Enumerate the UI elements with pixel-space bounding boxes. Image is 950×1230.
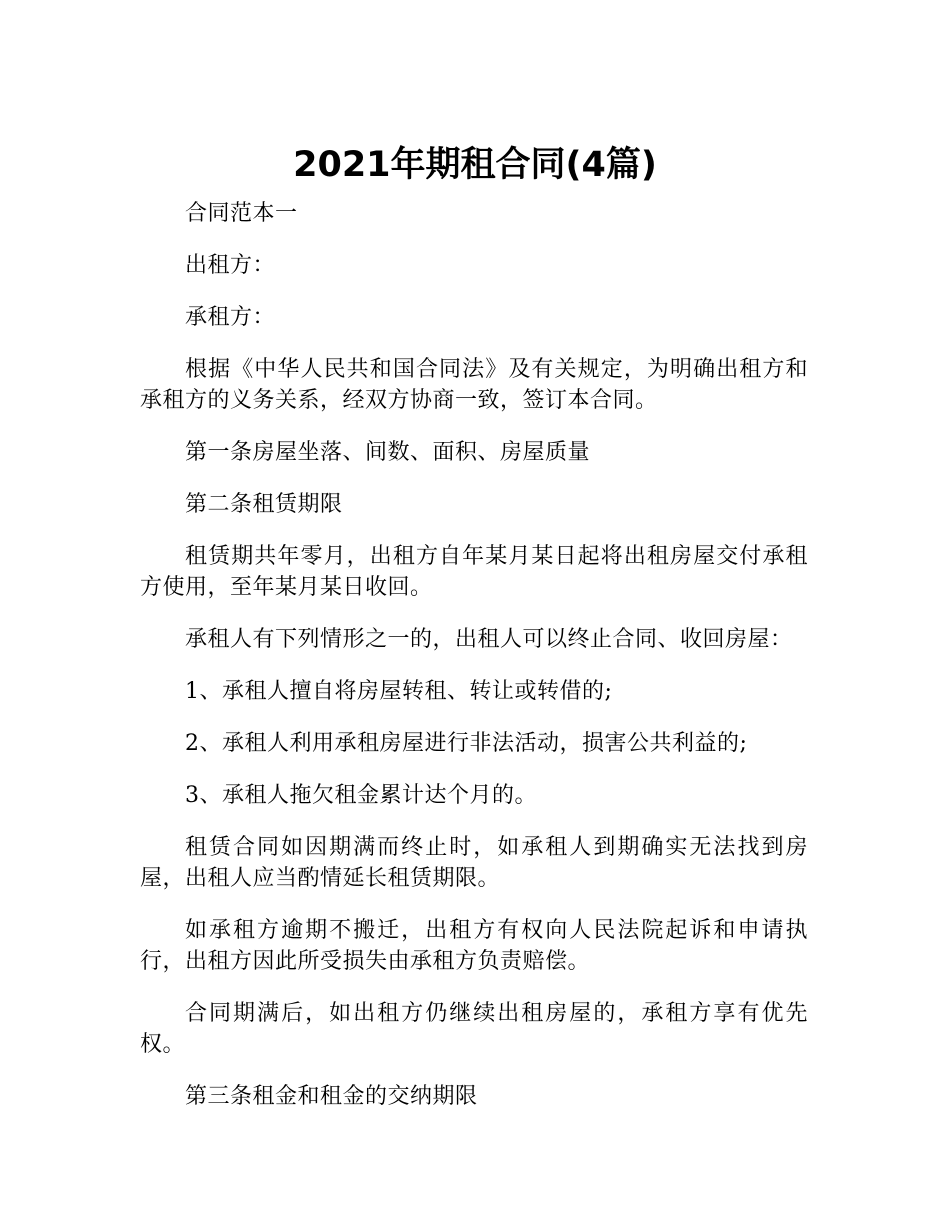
paragraph-article-3: 第三条租金和租金的交纳期限 — [185, 1084, 478, 1109]
paragraph-article-2: 第二条租赁期限 — [185, 492, 343, 517]
paragraph-condition-2: 2、承租人利用承租房屋进行非法活动，损害公共利益的; — [185, 731, 748, 756]
paragraph-lessee: 承租方： — [185, 305, 276, 330]
document-body — [140, 198, 808, 1133]
paragraph-contract-sample-heading: 合同范本一 — [185, 201, 298, 226]
paragraph-termination-conditions: 承租人有下列情形之一的，出租人可以终止合同、收回房屋： — [185, 627, 793, 652]
paragraph-condition-3: 3、承租人拖欠租金累计达个月的。 — [185, 783, 537, 808]
paragraph-lessor: 出租方： — [185, 253, 276, 278]
paragraph-condition-1: 1、承租人擅自将房屋转租、转让或转借的; — [185, 679, 613, 704]
paragraph-expiry-extension: 租赁合同如因期满而终止时，如承租人到期确实无法找到房屋，出租人应当酌情延长租赁期限。 — [140, 835, 808, 891]
paragraph-overdue-moving: 如承租方逾期不搬迁，出租方有权向人民法院起诉和申请执行，出租方因此所受损失由承租方负责赔偿。 — [140, 918, 808, 974]
paragraph-basis: 根据《中华人民共和国合同法》及有关规定，为明确出租方和承租方的义务关系，经双方协商一致，签订本合同。 — [140, 357, 808, 413]
document-title: 2021年期租合同(4篇) — [293, 145, 657, 186]
paragraph-lease-term: 租赁期共年零月，出租方自年某月某日起将出租房屋交付承租方使用，至年某月某日收回。 — [140, 544, 808, 600]
paragraph-article-1: 第一条房屋坐落、间数、面积、房屋质量 — [185, 440, 591, 465]
paragraph-priority-right: 合同期满后，如出租方仍继续出租房屋的，承租方享有优先权。 — [140, 1001, 808, 1057]
